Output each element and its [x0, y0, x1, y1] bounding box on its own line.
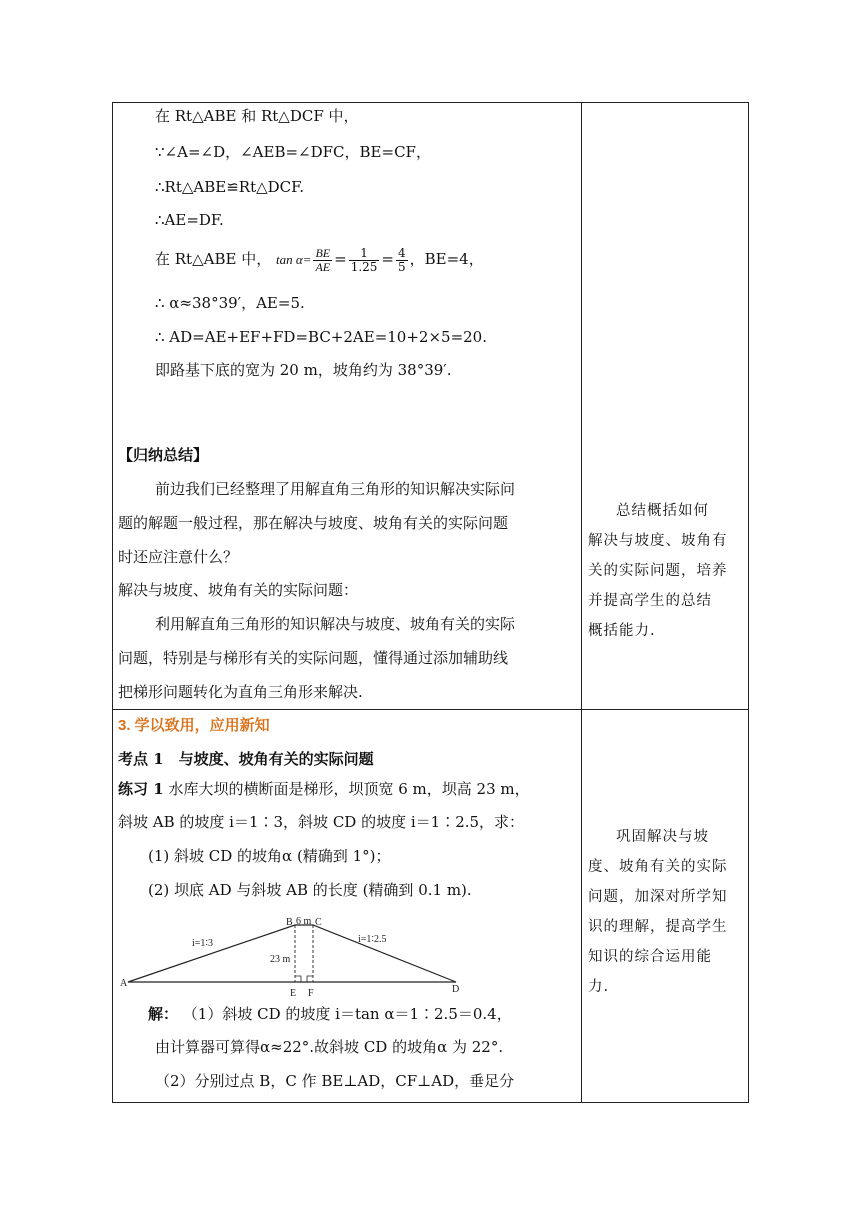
- kaodian-heading: 考点 1 与坡度、坡角有关的实际问题: [118, 750, 374, 768]
- proof-line-4: ∴AE=DF.: [155, 211, 224, 229]
- solution-line-3: （2）分别过点 B，C 作 BE⊥AD，CF⊥AD，垂足分: [155, 1072, 515, 1090]
- summary-p1-line2: 题的解题一般过程，那在解决与坡度、坡角有关的实际问题: [118, 514, 509, 532]
- top-width-label: 6 m: [296, 916, 312, 927]
- label-c: C: [315, 917, 322, 928]
- summary-p2: 解决与坡度、坡角有关的实际问题：: [118, 581, 359, 599]
- summary-p1-line1: 前边我们已经整理了用解直角三角形的知识解决实际问: [155, 480, 516, 498]
- summary-p1-line3: 时还应注意什么？: [118, 548, 239, 566]
- left-slope-label: i=1∶3: [192, 938, 214, 949]
- right-slope-label: i=1∶2.5: [358, 934, 387, 945]
- proof-line-3: ∴Rt△ABE≌Rt△DCF.: [155, 178, 304, 196]
- height-label: 23 m: [270, 954, 291, 965]
- row-divider: [113, 709, 748, 710]
- proof-conclusion: 即路基下底的宽为 20 m，坡角约为 38°39′.: [155, 361, 452, 379]
- tan-label: tan α=: [275, 252, 312, 267]
- tan-suffix: ，BE=4，: [409, 250, 484, 268]
- exercise-label: 练习 1: [118, 780, 164, 798]
- summary-p3-line3: 把梯形问题转化为直角三角形来解决.: [118, 683, 363, 701]
- solution-line-1: 解： （1）斜坡 CD 的坡度 i＝tan α＝1∶2.5＝0.4，: [148, 1005, 512, 1023]
- fraction-4-5: $\frac{4}{5}$: [398, 245, 406, 274]
- label-b: B: [286, 917, 293, 928]
- exercise-text: 水库大坝的横断面是梯形，坝顶宽 6 m，坝高 23 m，: [168, 780, 530, 798]
- tan-equation: 在 Rt△ABE 中， tan α= $\frac{BE}{AE}$ = $\frac{1}{1.25}$ = $\frac{4}{5}$ ，BE=4，: [155, 245, 484, 274]
- teaching-note-practice: 巩固解决与坡 度、坡角有关的实际 问题，加深对所学知 识的理解，提高学生 知识的综合运用能 力.: [588, 829, 728, 995]
- exercise-line-2: 斜坡 AB 的坡度 i＝1∶3，斜坡 CD 的坡度 i＝1∶2.5，求：: [118, 813, 525, 831]
- column-divider: [581, 103, 582, 1102]
- solution-label: 解：: [148, 1005, 179, 1023]
- tan-prefix: 在 Rt△ABE 中，: [155, 250, 272, 268]
- summary-heading: 【归纳总结】: [118, 446, 209, 464]
- summary-p3-line2: 问题，特别是与梯形有关的实际问题，懂得通过添加辅助线: [118, 649, 509, 667]
- summary-p3-line1: 利用解直角三角形的知识解决与坡度、坡角有关的实际: [155, 615, 516, 633]
- dam-cross-section-figure: [112, 912, 572, 1002]
- question-1: (1) 斜坡 CD 的坡角α (精确到 1°)；: [148, 847, 391, 865]
- proof-line-7: ∴ AD=AE+EF+FD=BC+2AE=10+2×5=20.: [155, 328, 487, 346]
- label-f: F: [308, 988, 314, 999]
- label-d: D: [452, 984, 460, 995]
- fraction-be-ae: $\frac{BE}{AE}$: [315, 245, 331, 274]
- question-2: (2) 坝底 AD 与斜坡 AB 的长度 (精确到 0.1 m).: [148, 881, 472, 899]
- section-heading: 3. 学以致用，应用新知: [118, 717, 270, 734]
- label-a: A: [120, 978, 128, 989]
- exercise-line-1: [118, 779, 530, 799]
- teaching-note-summary: 总结概括如何 解决与坡度、坡角有 关的实际问题，培养 并提高学生的总结 概括能力.: [588, 503, 728, 639]
- solution-line-2: 由计算器可算得α≈22°.故斜坡 CD 的坡角α 为 22°.: [155, 1038, 504, 1056]
- label-e: E: [290, 988, 297, 999]
- proof-line-1: 在 Rt△ABE 和 Rt△DCF 中，: [155, 107, 359, 125]
- proof-line-2: ∵∠A=∠D，∠AEB=∠DFC，BE=CF，: [155, 143, 431, 161]
- fraction-1-1.25: $\frac{1}{1.25}$: [350, 245, 378, 274]
- proof-line-6: ∴ α≈38°39′，AE=5.: [155, 294, 305, 312]
